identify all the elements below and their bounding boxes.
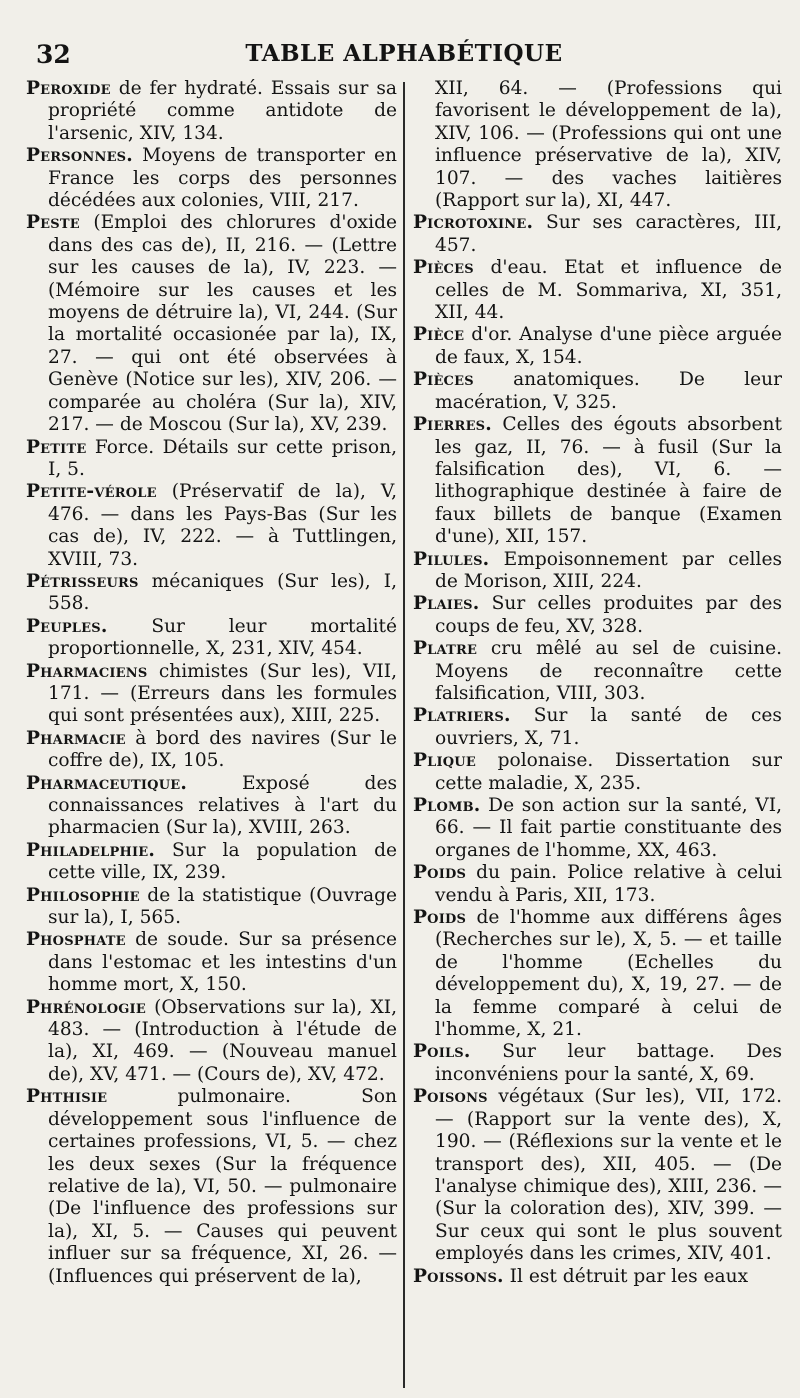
entry-heading: Poisons — [412, 1086, 488, 1108]
entry-text: pulmonaire. Son développement sous l'influence de certaines professions, VI, 5. — chez les deux sexes (Sur la fréquence relative de la), VI, 50. — pulmonaire (De l'influence des professions sur la), XI, 5. — Causes qui peuvent influer sur sa fréquence, XI, 26. — (Influences qui préservent de la), — [48, 1086, 397, 1287]
entry-text: (Emploi des chlorures d'oxide dans des cas de), II, 216. — (Lettre sur les causes de la), IV, 223. — (Mémoire sur les causes et les moyens de détruire la), VI, 244. (Sur la mortalité occasionée par la), IX, 27. — qui ont été observées à Genève (Notice sur les), XIV, 206. — comparée au choléra (Sur la), XIV, 217. — de Moscou (Sur la), XV, 239. — [48, 212, 397, 436]
index-entry — [413, 369, 782, 414]
index-entry — [413, 638, 782, 705]
entry-text: de soude. Sur sa présence dans l'estomac et les intestins d'un homme mort, X, 150. — [48, 929, 397, 996]
index-entry — [26, 437, 397, 482]
entry-text: Sur ses caractères, III, 457. — [434, 212, 782, 256]
entry-heading: Pharmacie — [26, 727, 126, 749]
index-entry — [413, 414, 782, 548]
index-entry — [413, 862, 782, 907]
text-columns — [26, 78, 782, 1388]
entry-text: de la statistique (Ouvrage sur la), I, 565. — [48, 884, 397, 929]
entry-text: (Préservatif de la), V, 476. — dans les Pays-Bas (Sur les cas de), IV, 222. — à Tuttlingen, XVIII, 73. — [48, 481, 397, 570]
index-entry — [413, 1266, 782, 1288]
entry-text: Sur leur mortalité proportionnelle, X, 231, XIV, 454. — [48, 615, 397, 660]
index-entry — [413, 907, 782, 1041]
index-entry — [26, 571, 397, 616]
index-entry — [26, 145, 397, 212]
entry-heading: Peuples. — [26, 615, 108, 637]
entry-heading: Pièces — [412, 369, 474, 391]
index-entry — [26, 616, 397, 661]
page-number: 32 — [36, 40, 71, 69]
index-entry — [413, 1086, 782, 1265]
entry-heading: Philadelphie. — [26, 839, 156, 861]
entry-heading: Philosophie — [26, 884, 140, 906]
running-title: TABLE ALPHABÉTIQUE — [245, 40, 563, 67]
index-entry — [413, 324, 782, 369]
entry-text: de fer hydraté. Essais sur sa propriété comme antidote de l'arsenic, XIV, 134. — [48, 78, 397, 144]
entry-heading: Pharmaceutique. — [26, 772, 188, 794]
entry-text: d'eau. Etat et influence de celles de M. Sommariva, XI, 351, XII, 44. — [434, 257, 782, 324]
entry-heading: Phrénologie — [26, 996, 146, 1018]
entry-heading: Petite-vérole — [26, 481, 157, 503]
entry-heading: Peroxide — [26, 78, 111, 99]
entry-heading: Peste — [26, 212, 80, 234]
entry-text: polonaise. Dissertation sur cette maladie, X, 235. — [434, 750, 782, 794]
entry-text: Sur la santé de ces ouvriers, X, 71. — [434, 705, 782, 749]
entry-heading: Plique — [412, 750, 476, 772]
index-entry — [26, 728, 397, 773]
entry-text: XII, 64. — (Professions qui favorisent le développement de la), XIV, 106. — (Professions qui ont une influence préservative de la), XIV, 107. — des vaches laitières (Rapport sur la), XI, 447. — [434, 78, 782, 212]
entry-heading: Personnes. — [26, 145, 133, 167]
entry-text: du pain. Police relative à celui vendu à Paris, XII, 173. — [434, 862, 782, 906]
index-entry — [413, 549, 782, 594]
entry-heading: Platriers. — [412, 705, 511, 727]
entry-text: De son action sur la santé, VI, 66. — Il fait partie constituante des organes de l'homme, XX, 463. — [434, 795, 782, 861]
entry-text: cru mêlé au sel de cuisine. Moyens de reconnaître cette falsification, VIII, 303. — [434, 638, 782, 704]
entry-heading: Poids — [412, 907, 467, 929]
index-entry — [26, 661, 397, 728]
entry-text: d'or. Analyse d'une pièce arguée de faux, X, 154. — [434, 324, 782, 368]
index-entry — [26, 840, 397, 885]
entry-text: anatomiques. De leur macération, V, 325. — [434, 369, 782, 413]
entry-text: à bord des navires (Sur le coffre de), IX, 105. — [48, 727, 397, 772]
index-entry — [26, 212, 397, 436]
entry-text: mécaniques (Sur les), I, 558. — [48, 570, 397, 615]
entry-heading: Picrotoxine. — [412, 212, 534, 234]
entry-heading: Petite — [26, 436, 87, 458]
entry-heading: Pharmaciens — [26, 660, 148, 682]
index-entry — [413, 593, 782, 638]
right-column — [405, 78, 782, 1388]
index-entry — [413, 78, 782, 212]
index-entry — [26, 481, 397, 571]
entry-heading: Pièces — [412, 257, 474, 279]
entry-text: végétaux (Sur les), VII, 172. — (Rapport sur la vente des), X, 190. — (Réflexions sur la vente et le transport des), XII, 405. — (De l'analyse chimique des), XIII, 236. — (Sur la coloration des), XIV, 399. — Sur ceux qui sont le plus souvent employés dans les crimes, XIV, 401. — [434, 1086, 782, 1265]
entry-heading: Pierres. — [412, 414, 492, 436]
index-entry — [26, 997, 397, 1087]
entry-heading: Pilules. — [412, 548, 490, 570]
entry-text: Force. Détails sur cette prison, I, 5. — [48, 436, 397, 480]
entry-text: de l'homme aux différens âges (Recherches sur le), X, 5. — et taille de l'homme (Echelles du développement du), X, 19, 27. — de la femme comparé à celui de l'homme, X, 21. — [434, 907, 782, 1041]
entry-text: Sur leur battage. Des inconvéniens pour la santé, X, 69. — [434, 1041, 782, 1085]
index-entry — [26, 929, 397, 996]
left-column — [26, 78, 403, 1388]
entry-text: Il est détruit par les eaux — [509, 1265, 749, 1287]
index-entry — [413, 750, 782, 795]
index-entry — [413, 257, 782, 324]
entry-heading: Poids — [412, 862, 467, 884]
index-entry — [26, 773, 397, 840]
index-entry — [413, 705, 782, 750]
index-entry — [26, 885, 397, 930]
index-entry — [26, 1086, 397, 1288]
index-entry — [413, 795, 782, 862]
page-header — [26, 34, 782, 78]
entry-heading: Pièce — [412, 324, 465, 346]
entry-text: Sur la population de cette ville, IX, 239. — [48, 839, 397, 884]
entry-heading: Platre — [412, 638, 478, 660]
entry-text: Sur celles produites par des coups de feu, XV, 328. — [434, 593, 782, 637]
entry-heading: Plomb. — [412, 795, 481, 816]
index-entry — [413, 212, 782, 257]
entry-text: Exposé des connaissances relatives à l'art du pharmacien (Sur la), XVIII, 263. — [48, 772, 397, 839]
entry-heading: Poissons. — [412, 1265, 504, 1287]
entry-heading: Poils. — [412, 1041, 471, 1063]
entry-text: chimistes (Sur les), VII, 171. — (Erreurs dans les formules qui sont présentées aux), XIII, 225. — [48, 660, 397, 727]
entry-text: Moyens de transporter en France les corps des personnes décédées aux colonies, VIII, 217. — [48, 145, 397, 212]
index-entry — [26, 78, 397, 145]
entry-heading: Plaies. — [412, 593, 480, 615]
entry-heading: Phthisie — [26, 1086, 108, 1108]
entry-heading: Pétrisseurs — [26, 570, 139, 592]
index-entry — [413, 1041, 782, 1086]
entry-text: (Observations sur la), XI, 483. — (Introduction à l'étude de la), XI, 469. — (Nouveau manuel de), XV, 471. — (Cours de), XV, 472. — [48, 996, 397, 1085]
entry-text: Celles des égouts absorbent les gaz, II, 76. — à fusil (Sur la falsification des), VI, 6. — lithographique destinée à faire de faux billets de banque (Examen d'une), XII, 157. — [434, 414, 782, 548]
entry-heading: Phosphate — [26, 929, 126, 951]
entry-text: Empoisonnement par celles de Morison, XIII, 224. — [434, 548, 782, 592]
